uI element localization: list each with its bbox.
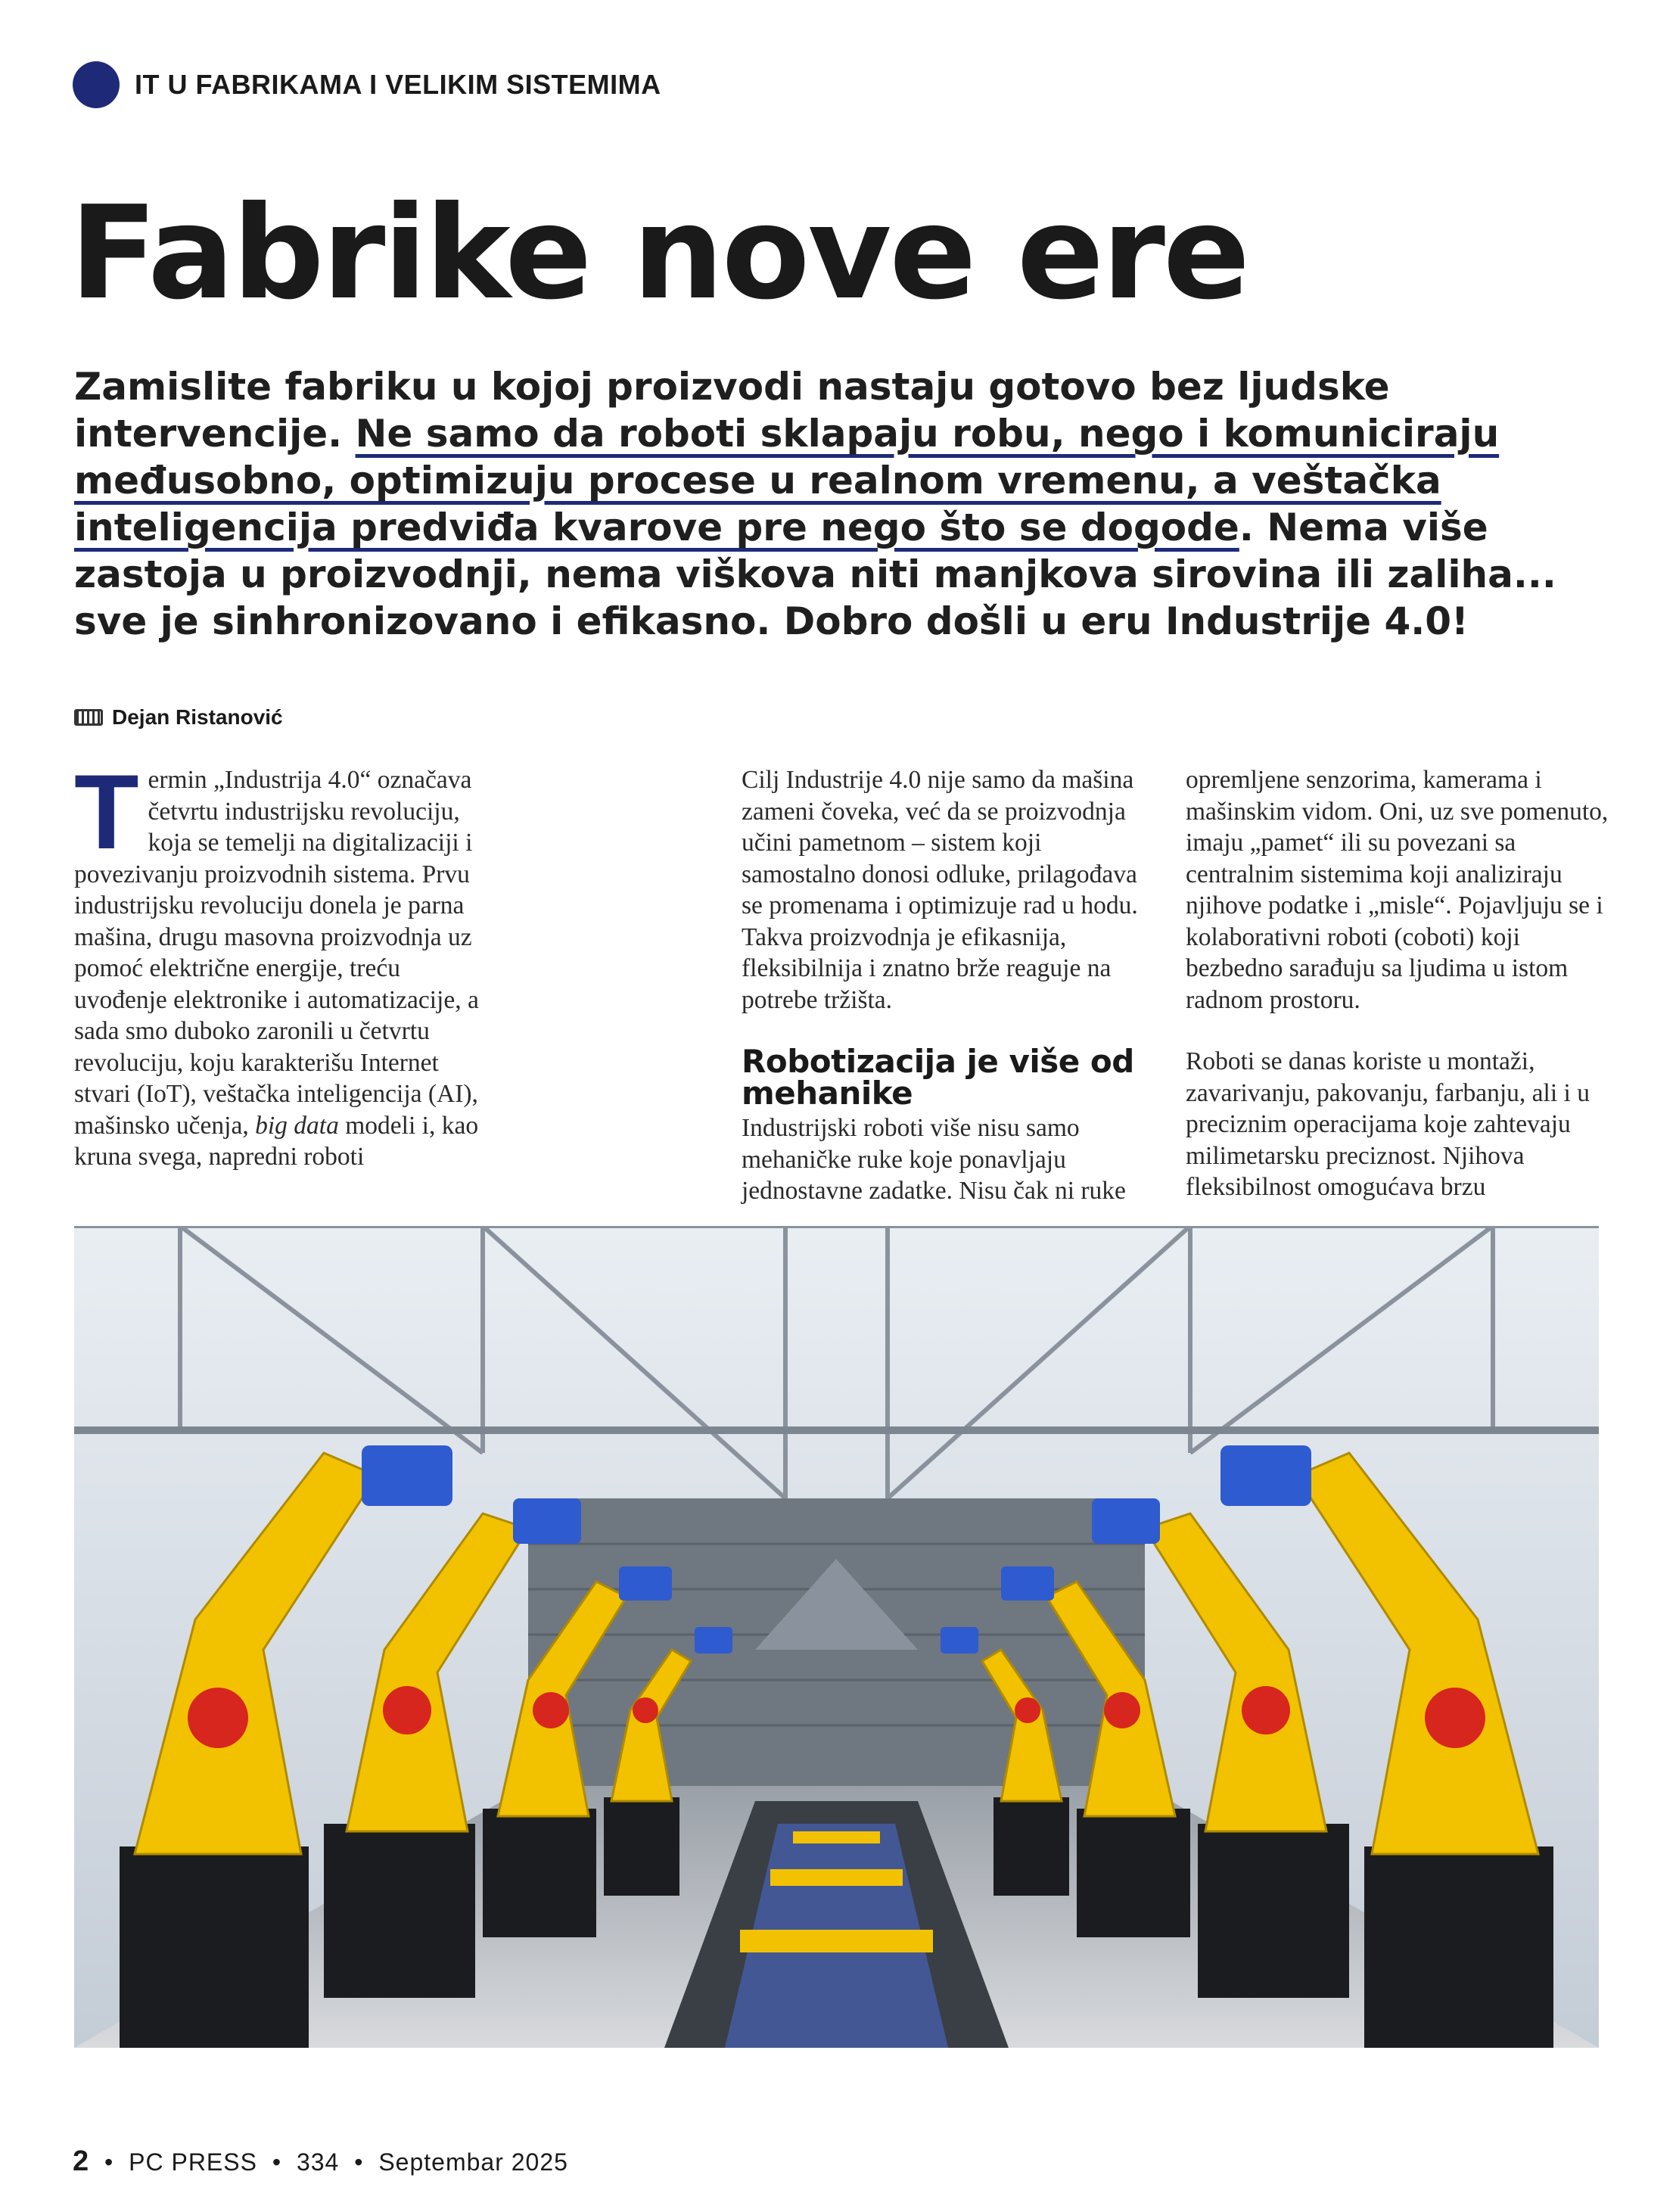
keyboard-icon	[74, 709, 103, 726]
col2-paragraph-1: Cilj Industrije 4.0 nije samo da mašina zameni čoveka, već da se proizvodnja učini pametnom – sistem koji samostalno donosi odluke, prilagođava se promenama i optimizuje rad u hodu. Takva proizvodnja je efikasnija, fleksibilnija i znatno brže reaguje na potrebe tržišta.	[742, 766, 1138, 1014]
body-column-2	[742, 764, 1150, 1207]
body-column-3	[1186, 764, 1609, 1203]
lead-text-start: Zamislite fabriku u kojoj proizvodi nastaju gotovo bez ljudske intervencije.	[74, 365, 1390, 456]
lead-text-end: . Nema više zastoja u proizvodnji, nema viškova niti manjkova sirovina ili zaliha... sve je sinhronizovano i efikasno. Dobro došli u eru Industrije 4.0!	[74, 506, 1556, 643]
author-name: Dejan Ristanović	[112, 705, 283, 729]
footer-separator: •	[104, 2148, 114, 2176]
article-headline: Fabrike nove ere	[70, 179, 1248, 328]
article-lead	[74, 363, 1633, 645]
footer-separator: •	[272, 2148, 282, 2176]
page-footer	[73, 2145, 568, 2178]
section-tag	[73, 61, 661, 109]
issue-number: 334	[296, 2148, 340, 2176]
col1-italic: big data	[255, 1111, 339, 1140]
factory-robots-illustration	[74, 1226, 1599, 2048]
footer-separator: •	[354, 2148, 364, 2176]
section-dot-icon	[73, 61, 120, 108]
section-label: IT U FABRIKAMA I VELIKIM SISTEMIMA	[135, 69, 661, 100]
byline	[74, 702, 283, 733]
body-paragraph	[74, 752, 483, 1173]
lead-highlight: Ne samo da roboti sklapaju robu, nego i komuniciraju međusobno, optimizuju procese u realnom vremenu, a veštačka inteligencija predviđa kvarove pre nego što se dogode	[74, 412, 1500, 549]
col1-text-b: modeli i, kao kruna svega, napredni roboti	[74, 1111, 479, 1171]
section-subhead: Robotizacija je više od mehanike	[742, 1043, 1134, 1112]
factory-robots-photo	[74, 1226, 1599, 2048]
col2-paragraph-2: Industrijski roboti više nisu samo mehaničke ruke koje ponavljaju jednostavne zadatke. Nisu čak ni ruke	[742, 1114, 1126, 1205]
magazine-name: PC PRESS	[129, 2148, 257, 2176]
col3-paragraph-1: opremljene senzorima, kamerama i mašinskim vidom. Oni, uz sve pomenuto, imaju „pamet“ ili su povezani sa centralnim sistemima koji analiziraju njihove podatke i „misle“. Pojavljuju se i kolaborativni roboti (coboti) koji bezbedno sarađuju sa ljudima u istom radnom prostoru.	[1186, 766, 1609, 1014]
col3-paragraph-2: Roboti se danas koriste u montaži, zavarivanju, pakovanju, farbanju, ali i u preciznim operacijama koje zahtevaju milimetarsku preciznost. Njihova fleksibilnost omogućava brzu	[1186, 1047, 1590, 1201]
issue-date: Septembar 2025	[378, 2148, 568, 2176]
page-number: 2	[73, 2145, 90, 2177]
body-column-1	[74, 752, 483, 1173]
drop-cap: T	[74, 752, 139, 871]
col1-text-a: ermin „Industrija 4.0“ označava četvrtu industrijsku revoluciju, koja se temelji na digitalizaciji i povezivanju proizvodnih sistema. Prvu industrijsku revoluciju donela je parna mašina, drugu masovna proizvodnja uz pomoć električne energije, treću uvođenje elektronike i automatizacije, a sada smo duboko zaronili u četvrtu revoluciju, koju karakterišu Internet stvari (IoT), veštačka inteligencija (AI), mašinsko učenja,	[74, 766, 479, 1140]
